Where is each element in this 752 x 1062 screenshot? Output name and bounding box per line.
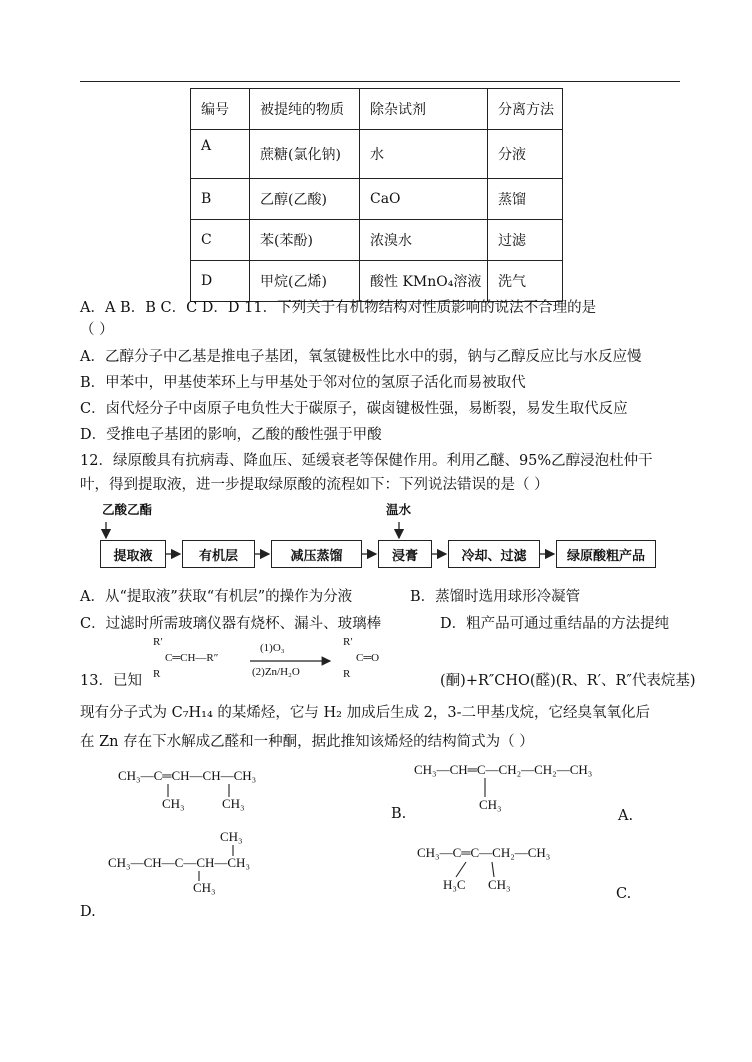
flow-reagent-label: 温水 (386, 502, 412, 517)
table-cell: 酸性 KMnO₄溶液 (360, 261, 488, 302)
q11-option-a: A．乙醇分子中乙基是推电子基团，氧氢键极性比水中的弱，钠与乙醇反应比与水反应慢 (80, 349, 642, 365)
reactant-r-prime: R′ (153, 636, 163, 648)
table-header-cell: 除杂试剂 (360, 89, 488, 130)
table-header-cell: 分离方法 (488, 89, 563, 130)
q10-options: A．A B．B C．C D．D (80, 300, 240, 316)
structure-4-sub: H₃C (443, 877, 466, 892)
condition-1: (1)O₃ (260, 642, 285, 654)
structure-3-top: CH₃ (220, 829, 243, 844)
table-cell: 水 (360, 130, 488, 179)
q13-prefix: 13．已知 (80, 673, 142, 689)
q12-option-d: D．粗产品可通过重结晶的方法提纯 (440, 616, 670, 632)
table-cell: 甲烷(乙烯) (250, 261, 360, 302)
table-cell: B (191, 179, 250, 220)
table-cell: 蒸馏 (488, 179, 563, 220)
table-cell: 洗气 (488, 261, 563, 302)
condition-2: (2)Zn/H₂O (252, 666, 300, 678)
structure-1-sub: CH₃ (222, 796, 245, 811)
option-label-c: C. (616, 886, 632, 902)
table-header-cell: 被提纯的物质 (250, 89, 360, 130)
product-r-prime: R′ (343, 636, 353, 648)
flow-box: 提取液 (100, 540, 166, 568)
table-cell: 乙醇(乙酸) (250, 179, 360, 220)
q11-option-d: D．受推电子基团的影响，乙酸的酸性强于甲酸 (80, 427, 382, 443)
option-label-b: B. (391, 806, 407, 822)
q13-line-3: 在 Zn 存在下水解成乙醛和一种酮，据此推知该烯烃的结构简式为（ ） (80, 734, 534, 750)
structure-2-sub: CH₃ (479, 797, 502, 812)
table-cell: 苯(苯酚) (250, 220, 360, 261)
table-cell: 过滤 (488, 220, 563, 261)
table-cell: D (191, 261, 250, 302)
q12-option-a: A．从“提取液”获取“有机层”的操作为分液 (80, 589, 353, 605)
structure-1-main: CH₃—C═CH—CH—CH₃ (118, 768, 257, 783)
q12-option-c: C．过滤时所需玻璃仪器有烧杯、漏斗、玻璃棒 (80, 616, 382, 632)
table-cell: CaO (360, 179, 488, 220)
q12-stem-1: 12．绿原酸具有抗病毒、降血压、延缓衰老等保健作用。利用乙醚、95%乙醇浸泡杜仲干 (80, 453, 653, 469)
q11-paren: （ ） (80, 322, 114, 338)
table-cell: 蔗糖(氯化钠) (250, 130, 360, 179)
table-cell: 浓溴水 (360, 220, 488, 261)
structure-2-main: CH₃—CH═C—CH₂—CH₂—CH₃ (414, 762, 593, 777)
q13-line-2: 现有分子式为 C₇H₁₄ 的某烯烃，它与 H₂ 加成后生成 2，3‑二甲基戊烷，它经臭氧氧化后 (80, 705, 651, 721)
flow-box: 有机层 (182, 540, 255, 568)
flow-box: 减压蒸馏 (271, 540, 362, 568)
product-main: C═O (356, 652, 380, 664)
q11-option-b: B．甲苯中，甲基使苯环上与甲基处于邻对位的氢原子活化而易被取代 (80, 375, 526, 391)
q12-option-b: B．蒸馏时选用球形冷凝管 (410, 589, 581, 605)
reactant-main: C═CH—R″ (165, 652, 219, 664)
flow-box: 绿原酸粗产品 (556, 540, 656, 568)
product-r: R (343, 668, 351, 680)
flow-box: 浸膏 (378, 540, 432, 568)
q12-stem-2: 叶，得到提取液，进一步提取绿原酸的流程如下：下列说法错误的是（ ） (80, 477, 549, 493)
table-cell: 分液 (488, 130, 563, 179)
structure-4-main: CH₃—C═C—CH₂—CH₃ (417, 845, 551, 860)
option-label-d: D. (80, 904, 96, 920)
table-cell: C (191, 220, 250, 261)
option-label-a: A. (618, 808, 634, 824)
flow-reagent-label: 乙酸乙酯 (102, 502, 153, 517)
flow-box: 冷却、过滤 (448, 540, 540, 568)
q11-stem: 11．下列关于有机物结构对性质影响的说法不合理的是 (244, 300, 597, 316)
reactant-r: R (153, 668, 161, 680)
structure-4-sub: CH₃ (488, 877, 511, 892)
structure-3-bot: CH₃ (193, 880, 216, 895)
structure-1-sub: CH₃ (162, 796, 185, 811)
q13-suffix: (酮)+R″CHO(醛)(R、R′、R″代表烷基) (440, 673, 696, 689)
q11-option-c: C．卤代烃分子中卤原子电负性大于碳原子，碳卤键极性强，易断裂，易发生取代反应 (80, 401, 628, 417)
table-header-cell: 编号 (191, 89, 250, 130)
structure-3-main: CH₃—CH—C—CH—CH₃ (108, 855, 250, 870)
table-cell: A (191, 130, 250, 179)
